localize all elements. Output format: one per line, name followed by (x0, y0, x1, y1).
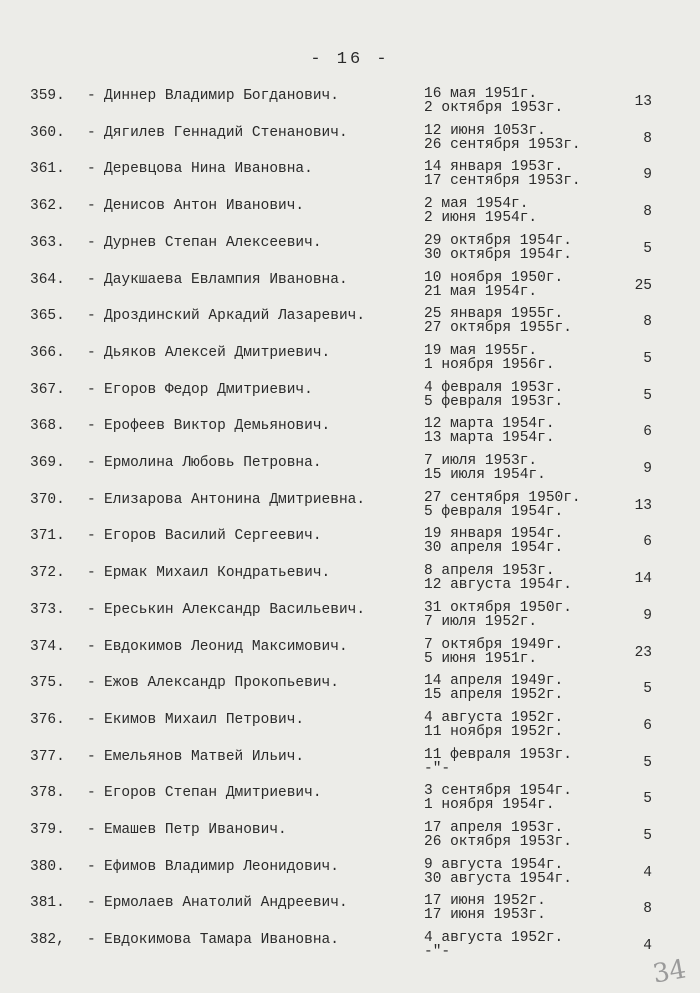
entry-count: 14 (634, 571, 652, 588)
person-name: Ереськин Александр Васильевич. (104, 601, 366, 618)
list-item (0, 930, 700, 964)
person-name: Дягилев Геннадий Стенанович. (104, 124, 348, 141)
entry-dash: - (87, 895, 96, 912)
person-name: Ерофеев Виктор Демьянович. (104, 418, 331, 435)
entry-count: 23 (634, 644, 652, 661)
start-date: 7 июля 1953г. (424, 453, 538, 469)
entry-count: 25 (634, 277, 652, 294)
person-name: Ежов Александр Прокопьевич. (104, 675, 339, 692)
entry-dash: - (87, 198, 96, 215)
entry-dash: - (87, 675, 96, 692)
list-item (0, 453, 700, 487)
start-date: 14 апреля 1949г. (424, 673, 564, 690)
list-item (0, 380, 700, 414)
entry-count: 5 (643, 350, 652, 367)
person-name: Деревцова Нина Ивановна. (104, 161, 313, 178)
list-item (0, 86, 700, 120)
entry-count: 8 (643, 204, 652, 221)
entry-number: 371. (30, 528, 65, 545)
entry-number: 376. (30, 711, 65, 728)
list-item (0, 857, 700, 891)
entry-number: 366. (30, 344, 65, 361)
entry-dash: - (87, 601, 96, 618)
entry-number: 359. (30, 88, 65, 104)
entry-count: 8 (643, 314, 652, 331)
end-date: 26 сентября 1953г. (424, 136, 581, 153)
start-date: 16 мая 1951г. (424, 86, 538, 102)
person-name: Дурнев Степан Алексеевич. (104, 234, 322, 251)
end-date: 7 июля 1952г. (424, 613, 538, 630)
start-date: 19 января 1954г. (424, 526, 564, 543)
entry-dash: - (87, 344, 96, 361)
entry-count: 5 (643, 791, 652, 808)
start-date: 29 октября 1954г. (424, 232, 572, 249)
start-date: 17 июня 1952г. (424, 893, 546, 910)
entry-count: 5 (643, 387, 652, 404)
start-date: 14 января 1953г. (424, 159, 564, 176)
start-date: 9 августа 1954г. (424, 856, 564, 873)
end-date: 17 июня 1953г. (424, 907, 546, 924)
entry-dash: - (87, 785, 96, 802)
end-date: -"- (424, 760, 451, 777)
list-item (0, 123, 700, 157)
list-item (0, 637, 700, 671)
end-date: 12 августа 1954г. (424, 577, 572, 594)
start-date: 19 мая 1955г. (424, 342, 538, 359)
list-item (0, 159, 700, 193)
entry-count: 13 (634, 497, 652, 514)
list-item (0, 526, 700, 560)
entry-number: 364. (30, 271, 65, 288)
person-name: Дьяков Алексей Дмитриевич. (104, 344, 331, 361)
entry-number: 381. (30, 895, 65, 912)
start-date: 10 ноября 1950г. (424, 269, 564, 286)
list-item (0, 416, 700, 450)
entry-number: 375. (30, 675, 65, 692)
entry-count: 5 (643, 681, 652, 698)
entry-number: 363. (30, 234, 65, 251)
entry-dash: - (87, 308, 96, 325)
end-date: 15 июля 1954г. (424, 467, 546, 483)
person-name: Егоров Степан Дмитриевич. (104, 785, 322, 802)
start-date: 8 апреля 1953г. (424, 563, 555, 580)
end-date: 1 ноября 1954г. (424, 797, 555, 814)
person-name: Диннер Владимир Богданович. (104, 88, 339, 104)
entry-number: 374. (30, 638, 65, 655)
entry-count: 9 (643, 607, 652, 624)
list-item (0, 196, 700, 230)
end-date: -"- (424, 944, 451, 961)
end-date: 17 сентября 1953г. (424, 173, 581, 190)
person-name: Емельянов Матвей Ильич. (104, 748, 305, 765)
start-date: 2 мая 1954г. (424, 196, 529, 213)
start-date: 7 октября 1949г. (424, 636, 564, 653)
end-date: 13 марта 1954г. (424, 430, 555, 447)
entry-dash: - (87, 381, 96, 398)
entry-dash: - (87, 88, 96, 104)
entry-number: 369. (30, 455, 65, 471)
entry-dash: - (87, 271, 96, 288)
entry-number: 373. (30, 601, 65, 618)
end-date: 5 февраля 1954г. (424, 503, 564, 520)
list-item (0, 710, 700, 744)
entry-dash: - (87, 234, 96, 251)
end-date: 30 октября 1954г. (424, 246, 572, 263)
list-item (0, 783, 700, 817)
end-date: 5 февраля 1953г. (424, 393, 564, 410)
entry-number: 360. (30, 124, 65, 141)
list-item (0, 490, 700, 524)
end-date: 30 августа 1954г. (424, 870, 572, 887)
start-date: 4 августа 1952г. (424, 709, 564, 726)
start-date: 4 августа 1952г. (424, 930, 564, 947)
entry-count: 6 (643, 717, 652, 734)
entry-number: 372. (30, 565, 65, 582)
list-item (0, 600, 700, 634)
entry-dash: - (87, 565, 96, 582)
start-date: 25 января 1955г. (424, 306, 564, 323)
entry-number: 362. (30, 198, 65, 215)
entry-dash: - (87, 822, 96, 838)
entry-number: 361. (30, 161, 65, 178)
person-name: Дроздинский Аркадий Лазаревич. (104, 308, 366, 325)
end-date: 1 ноября 1956г. (424, 356, 555, 373)
end-date: 5 июня 1951г. (424, 650, 538, 667)
start-date: 11 февраля 1953г. (424, 746, 572, 763)
handwritten-page-mark: 34 (650, 954, 689, 990)
person-name: Емашев Петр Иванович. (104, 822, 287, 838)
list-item (0, 747, 700, 781)
person-name: Егоров Василий Сергеевич. (104, 528, 322, 545)
end-date: 2 июня 1954г. (424, 210, 538, 227)
entry-dash: - (87, 455, 96, 471)
list-item (0, 343, 700, 377)
list-item (0, 893, 700, 927)
entry-dash: - (87, 858, 96, 875)
start-date: 27 сентября 1950г. (424, 489, 581, 506)
entry-count: 5 (643, 754, 652, 771)
entry-dash: - (87, 932, 96, 949)
person-name: Ермак Михаил Кондратьевич. (104, 565, 331, 582)
person-name: Ермолина Любовь Петровна. (104, 455, 322, 471)
list-item (0, 233, 700, 267)
person-name: Евдокимова Тамара Ивановна. (104, 932, 339, 949)
entry-count: 6 (643, 534, 652, 551)
entry-count: 4 (643, 938, 652, 955)
person-name: Егоров Федор Дмитриевич. (104, 381, 313, 398)
start-date: 4 февраля 1953г. (424, 379, 564, 396)
entry-number: 378. (30, 785, 65, 802)
list-item (0, 673, 700, 707)
entry-count: 5 (643, 828, 652, 844)
end-date: 30 апреля 1954г. (424, 540, 564, 557)
list-item (0, 563, 700, 597)
start-date: 17 апреля 1953г. (424, 820, 564, 836)
entry-count: 6 (643, 424, 652, 441)
start-date: 12 марта 1954г. (424, 416, 555, 433)
end-date: 26 октября 1953г. (424, 834, 572, 850)
list-item (0, 270, 700, 304)
person-name: Евдокимов Леонид Максимович. (104, 638, 348, 655)
entry-count: 8 (643, 130, 652, 147)
person-name: Ефимов Владимир Леонидович. (104, 858, 339, 875)
list-item (0, 820, 700, 854)
person-name: Денисов Антон Иванович. (104, 198, 305, 215)
entry-dash: - (87, 638, 96, 655)
entry-dash: - (87, 528, 96, 545)
entry-count: 13 (634, 94, 652, 110)
end-date: 2 октября 1953г. (424, 100, 564, 116)
person-name: Ермолаев Анатолий Андреевич. (104, 895, 348, 912)
person-name: Екимов Михаил Петрович. (104, 711, 305, 728)
end-date: 21 мая 1954г. (424, 283, 538, 300)
entry-dash: - (87, 161, 96, 178)
entry-number: 382, (30, 932, 65, 949)
start-date: 31 октября 1950г. (424, 599, 572, 616)
entry-count: 8 (643, 901, 652, 918)
end-date: 15 апреля 1952г. (424, 687, 564, 704)
entry-dash: - (87, 124, 96, 141)
entry-number: 370. (30, 491, 65, 508)
entry-count: 9 (643, 461, 652, 477)
page-number: - 16 - (310, 50, 390, 69)
start-date: 12 июня 1053г. (424, 122, 546, 139)
start-date: 3 сентября 1954г. (424, 783, 572, 800)
entry-count: 5 (643, 240, 652, 257)
list-item (0, 306, 700, 340)
entry-dash: - (87, 491, 96, 508)
person-name: Даукшаева Евлампия Ивановна. (104, 271, 348, 288)
entry-dash: - (87, 711, 96, 728)
entry-number: 367. (30, 381, 65, 398)
entry-number: 379. (30, 822, 65, 838)
end-date: 11 ноября 1952г. (424, 723, 564, 740)
person-name: Елизарова Антонина Дмитриевна. (104, 491, 366, 508)
entry-dash: - (87, 418, 96, 435)
end-date: 27 октября 1955г. (424, 320, 572, 337)
entry-count: 4 (643, 864, 652, 881)
entry-number: 380. (30, 858, 65, 875)
entry-number: 377. (30, 748, 65, 765)
entry-number: 365. (30, 308, 65, 325)
entry-number: 368. (30, 418, 65, 435)
entry-count: 9 (643, 167, 652, 184)
entry-dash: - (87, 748, 96, 765)
